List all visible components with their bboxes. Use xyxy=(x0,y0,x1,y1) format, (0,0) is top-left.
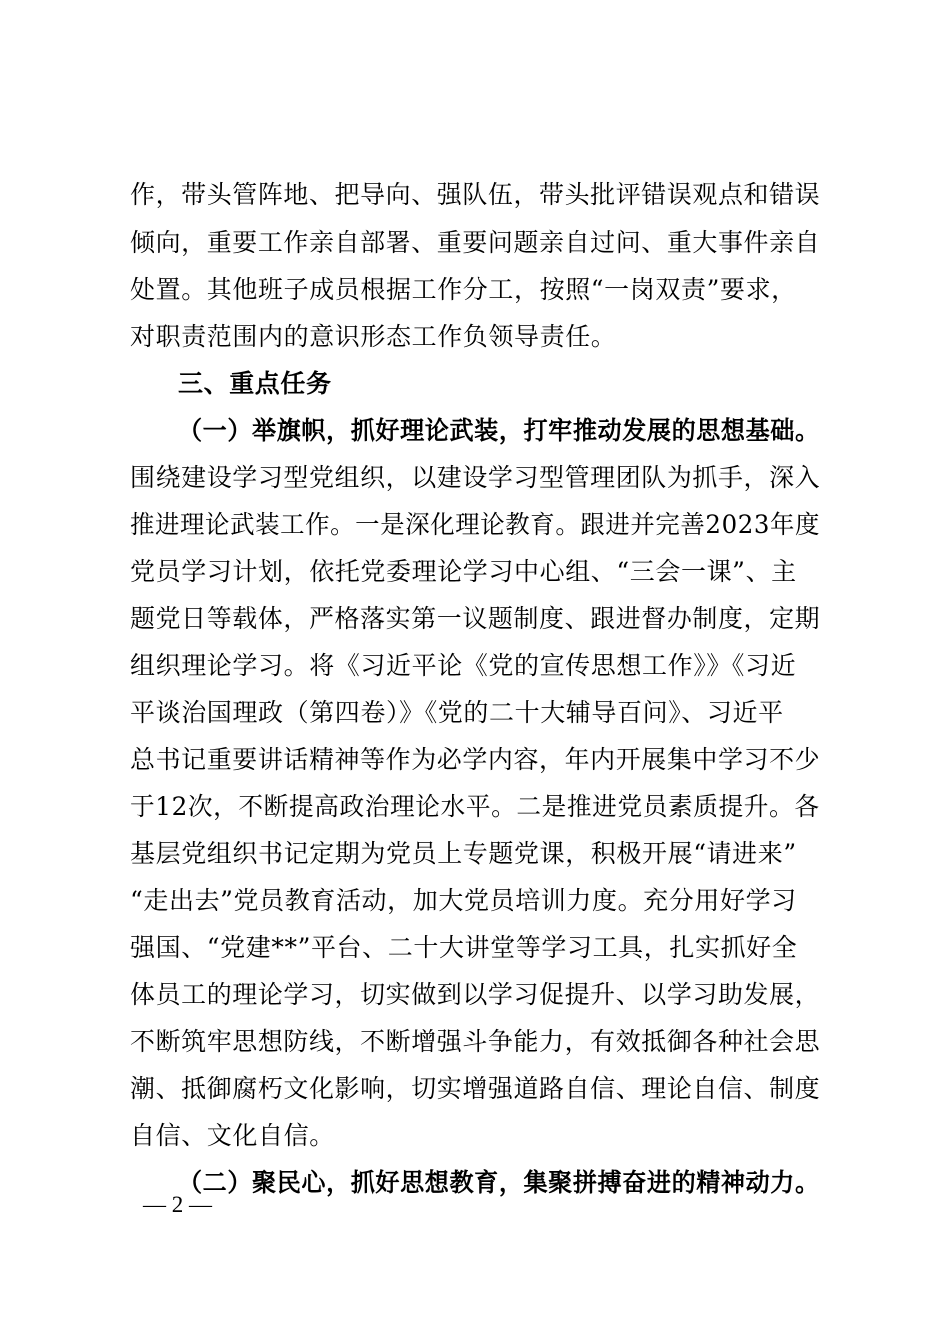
body-text-line: 体员工的理论学习，切实做到以学习促提升、以学习助发展， xyxy=(130,980,821,1009)
page-number: — 2 — xyxy=(143,1192,212,1217)
body-text-line: 作，带头管阵地、把导向、强队伍，带头批评错误观点和错误 xyxy=(130,180,821,209)
body-text-line: 倾向，重要工作亲自部署、重要问题亲自过问、重大事件亲自 xyxy=(130,228,821,257)
subsection-heading: （一）举旗帜，抓好理论武装，打牢推动发展的思想基础。 xyxy=(178,416,820,445)
body-text-line: 处置。其他班子成员根据工作分工，按照“一岗双责”要求， xyxy=(130,275,797,304)
body-text-line: 不断筑牢思想防线，不断增强斗争能力，有效抵御各种社会思 xyxy=(130,1027,821,1056)
body-text-line: “走出去”党员教育活动，加大党员培训力度。充分用好学习 xyxy=(130,886,797,915)
section-heading: 三、重点任务 xyxy=(178,369,332,398)
body-text-line: 平谈治国理政（第四卷）》《党的二十大辅导百问》、习近平 xyxy=(130,698,784,727)
body-text-line: 推进理论武装工作。一是深化理论教育。跟进并完善2023年度 xyxy=(130,510,821,539)
body-text-line: 组织理论学习。将《习近平论《党的宣传思想工作》》《习近 xyxy=(130,651,797,680)
body-text-line: 围绕建设学习型党组织，以建设学习型管理团队为抓手，深入 xyxy=(130,463,821,492)
body-text-line: 于12次，不断提高政治理论水平。二是推进党员素质提升。各 xyxy=(130,792,820,821)
body-text-line: 强国、“党建**”平台、二十大讲堂等学习工具，扎实抓好全 xyxy=(130,933,798,962)
body-text-line: 题党日等载体，严格落实第一议题制度、跟进督办制度，定期 xyxy=(130,604,821,633)
subsection-heading: （二）聚民心，抓好思想教育，集聚拼搏奋进的精神动力。 xyxy=(178,1168,820,1197)
body-text-line: 对职责范围内的意识形态工作负领导责任。 xyxy=(130,322,617,351)
body-text-line: 党员学习计划，依托党委理论学习中心组、“三会一课”、主 xyxy=(130,557,797,586)
body-text-line: 潮、抵御腐朽文化影响，切实增强道路自信、理论自信、制度 xyxy=(130,1074,821,1103)
body-text-line: 总书记重要讲话精神等作为必学内容，年内开展集中学习不少 xyxy=(130,745,821,774)
body-text-line: 基层党组织书记定期为党员上专题党课，积极开展“请进来” xyxy=(130,839,797,868)
body-text-line: 自信、文化自信。 xyxy=(130,1121,335,1150)
